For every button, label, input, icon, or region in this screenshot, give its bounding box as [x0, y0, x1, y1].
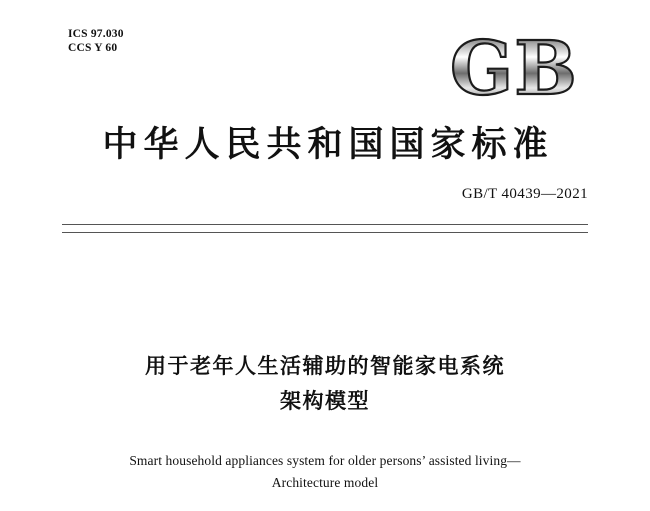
document-title-en-line1: Smart household appliances system for older persons’ assisted living— — [129, 453, 521, 468]
classification-block — [68, 28, 124, 55]
svg-text:GB: GB — [450, 26, 578, 102]
page-title: 中华人民共和国国家标准 — [102, 124, 554, 165]
ccs-code: CCS Y 60 — [68, 41, 118, 54]
document-title-cn-line1: 用于老年人生活辅助的智能家电系统 — [145, 353, 505, 378]
ics-code: ICS 97.030 — [68, 28, 124, 40]
document-title-en — [80, 450, 570, 494]
document-title-cn-line2: 架构模型 — [280, 388, 370, 413]
document-title-cn — [70, 348, 580, 418]
standard-number: GB/T 40439—2021 — [461, 186, 588, 202]
gb-national-standard-emblem-icon — [448, 24, 588, 102]
document-title-en-line2: Architecture model — [271, 475, 379, 490]
divider-bottom — [62, 232, 588, 233]
divider-top — [62, 224, 588, 225]
